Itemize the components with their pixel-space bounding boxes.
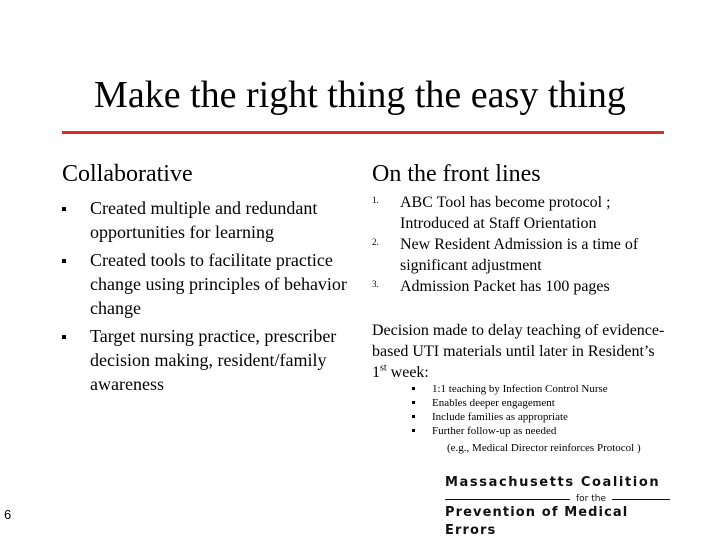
decision-end: week:: [386, 364, 429, 381]
sub-bullet-text: Further follow-up as needed: [432, 425, 557, 437]
square-bullet-icon: [412, 415, 415, 418]
square-bullet-icon: [412, 387, 415, 390]
numbered-list: [372, 192, 672, 297]
right-column-heading: On the front lines: [372, 161, 541, 187]
list-item: [372, 192, 672, 234]
sub-bullet-list: [412, 382, 712, 438]
coalition-logo: [440, 474, 680, 538]
list-item: [62, 248, 362, 320]
list-item: [372, 234, 672, 276]
list-item: [412, 410, 712, 424]
sub-bullet-text: Enables deeper engagement: [432, 397, 555, 409]
list-number: 3.: [372, 279, 379, 289]
sub-bullet-text: Include families as appropriate: [432, 411, 568, 423]
sub-bullet-text: 1:1 teaching by Infection Control Nurse: [432, 383, 608, 395]
logo-line-2: Prevention of Medical Errors: [445, 505, 629, 538]
list-item: [412, 382, 712, 396]
sub-note: (e.g., Medical Director reinforces Protocol ): [447, 442, 641, 454]
title-divider: [62, 131, 664, 134]
list-number: 1.: [372, 195, 379, 205]
decision-text: Decision made to delay teaching of evidence-based UTI materials until later in Resident’s 1: [372, 322, 665, 381]
list-item: [412, 396, 712, 410]
numbered-text: New Resident Admission is a time of significant adjustment: [400, 236, 639, 274]
square-bullet-icon: [62, 259, 66, 263]
list-number: 2.: [372, 237, 379, 247]
list-item: [62, 324, 362, 396]
logo-for-the: for the: [576, 494, 607, 504]
numbered-text: Admission Packet has 100 pages: [400, 278, 610, 295]
square-bullet-icon: [412, 401, 415, 404]
bullet-text: Created tools to facilitate practice change using principles of behavior change: [90, 250, 347, 318]
logo-line-1: Massachusetts Coalition: [445, 475, 661, 490]
logo-rule-left: [445, 499, 570, 500]
page-number: 6: [4, 507, 12, 522]
left-column-heading: Collaborative: [62, 161, 193, 187]
square-bullet-icon: [62, 335, 66, 339]
bullet-text: Created multiple and redundant opportunities for learning: [90, 198, 318, 242]
ordinal-suffix: st: [380, 362, 387, 374]
list-item: [372, 276, 672, 297]
square-bullet-icon: [62, 207, 66, 211]
numbered-text: ABC Tool has become protocol ; Introduced at Staff Orientation: [400, 194, 611, 232]
square-bullet-icon: [412, 429, 415, 432]
list-item: [62, 196, 362, 244]
slide-title: Make the right thing the easy thing: [94, 74, 626, 116]
left-bullet-list: [62, 196, 362, 400]
list-item: [412, 424, 712, 438]
decision-paragraph: [372, 320, 672, 383]
logo-rule-right: [612, 499, 670, 500]
bullet-text: Target nursing practice, prescriber decision making, resident/family awareness: [90, 326, 337, 394]
